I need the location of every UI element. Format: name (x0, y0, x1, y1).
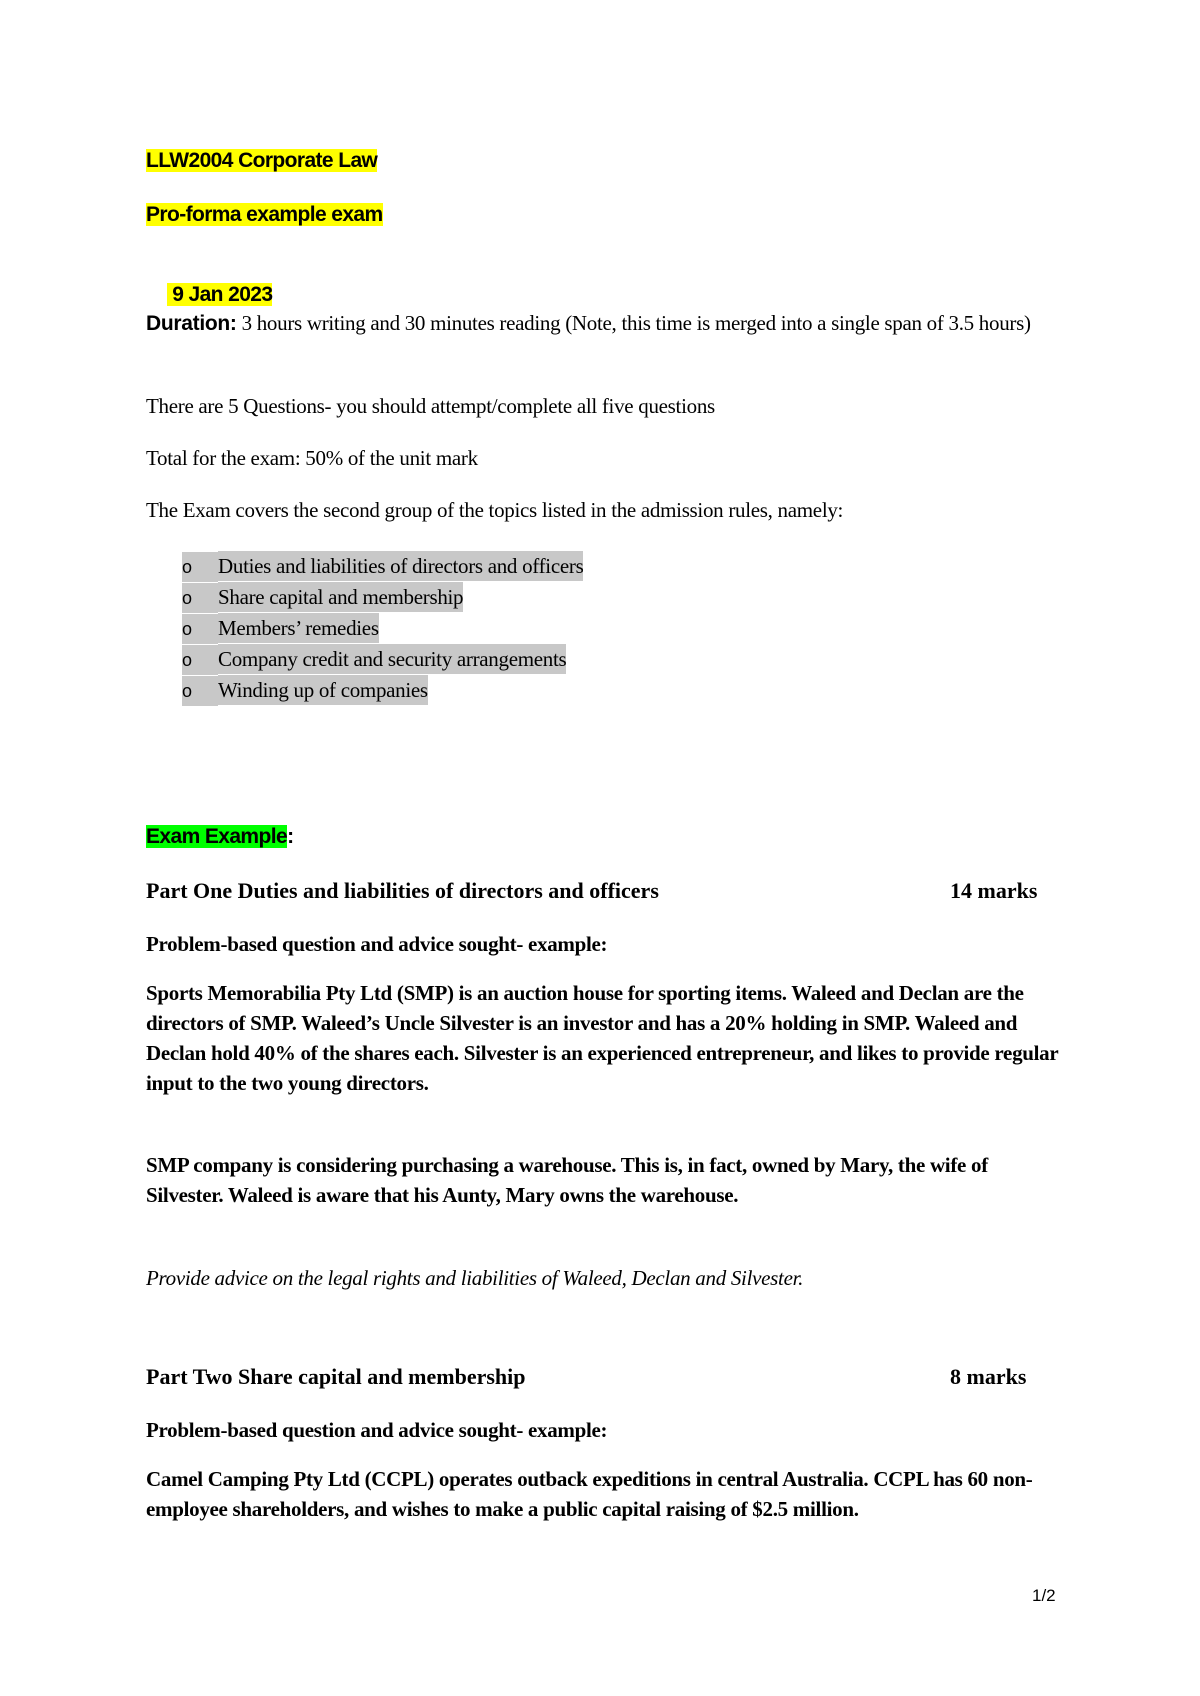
part-one-paragraph-2: SMP company is considering purchasing a warehouse. This is, in fact, owned by Mary, the wife of Silvester. Waleed is aware that his Aunty, Mary owns the warehouse. (146, 1153, 988, 1207)
topic-text: Duties and liabilities of directors and officers (218, 551, 583, 581)
course-title (146, 148, 377, 174)
part-one-paragraph-1: Sports Memorabilia Pty Ltd (SMP) is an auction house for sporting items. Waleed and Declan are the directors of SMP. Waleed’s Uncle Silvester is an investor and has a 20% holding in SMP. Waleed and Declan hold 40% of the shares each. Silvester is an experienced entrepreneur, and likes to provide regular input to the two young directors. (146, 981, 1059, 1095)
topic-text: Members’ remedies (218, 613, 379, 643)
page-number: 1/2 (1032, 1586, 1056, 1605)
topic-text: Winding up of companies (218, 675, 428, 705)
total-paragraph: Total for the exam: 50% of the unit mark (146, 446, 478, 470)
exam-subtitle-text: Pro-forma example exam (146, 203, 383, 226)
duration-paragraph (146, 307, 1066, 340)
exam-date-text: 9 Jan 2023 (166, 283, 273, 306)
bullet-icon: o (182, 552, 218, 582)
exam-subtitle (146, 202, 383, 228)
exam-example-heading (146, 824, 293, 850)
bullet-icon: o (182, 676, 218, 706)
topics-list (182, 551, 583, 706)
part-two-heading: Part Two Share capital and membership (146, 1364, 526, 1389)
list-item (182, 644, 583, 675)
list-item (182, 613, 583, 644)
list-item (182, 675, 583, 706)
bullet-icon: o (182, 645, 218, 675)
part-two-intro: Problem-based question and advice sought- example: (146, 1418, 608, 1442)
part-one-intro: Problem-based question and advice sought- example: (146, 932, 608, 956)
topic-text: Share capital and membership (218, 582, 463, 612)
topic-text: Company credit and security arrangements (218, 644, 566, 674)
duration-text: 3 hours writing and 30 minutes reading (Note, this time is merged into a single span of 3.5 hours) (236, 311, 1031, 335)
covers-paragraph: The Exam covers the second group of the topics listed in the admission rules, namely: (146, 498, 844, 522)
part-one-marks: 14 marks (950, 878, 1038, 903)
duration-label: Duration: (146, 312, 237, 335)
part-two-paragraph-1: Camel Camping Pty Ltd (CCPL) operates outback expeditions in central Australia. CCPL has 60 non-employee shareholders, and wishes to make a public capital raising of $2.5 million. (146, 1467, 1033, 1521)
bullet-icon: o (182, 614, 218, 644)
exam-example-label: Exam Example (146, 825, 288, 848)
bullet-icon: o (182, 583, 218, 613)
questions-paragraph: There are 5 Questions- you should attempt/complete all five questions (146, 394, 715, 418)
exam-example-colon: : (287, 825, 294, 848)
list-item (182, 582, 583, 613)
course-title-text: LLW2004 Corporate Law (146, 149, 378, 172)
part-one-heading: Part One Duties and liabilities of directors and officers (146, 878, 659, 903)
list-item (182, 551, 583, 582)
part-one-task: Provide advice on the legal rights and liabilities of Waleed, Declan and Silvester. (146, 1266, 804, 1290)
part-two-marks: 8 marks (950, 1364, 1027, 1389)
